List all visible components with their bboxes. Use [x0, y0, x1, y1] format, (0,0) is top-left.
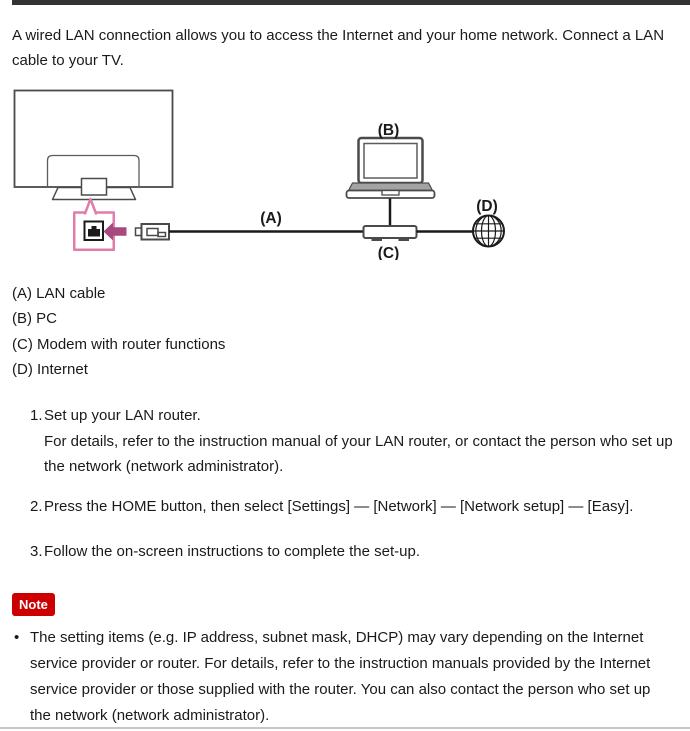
wired-lan-diagram	[0, 85, 690, 260]
step-1	[30, 403, 682, 480]
tv-illustration	[15, 91, 173, 200]
step-2-number: 2.	[30, 497, 43, 515]
lan-cable-connector-icon	[136, 224, 170, 240]
step-3-number: 3.	[30, 543, 43, 560]
intro-text: A wired LAN connection allows you to access the Internet and your home network. Connect a LAN cable to your TV.	[12, 27, 665, 69]
diagram-label-b: (B)	[377, 122, 400, 139]
top-divider	[12, 0, 690, 5]
legend-list	[12, 281, 225, 383]
lan-port-icon	[85, 222, 104, 241]
diagram-label-c: (C)	[377, 245, 400, 260]
setup-steps	[30, 403, 682, 565]
note-text: The setting items (e.g. IP address, subnet mask, DHCP) may vary depending on the Internet service provider or router. For details, refer to the instruction manuals provided by the Internet service provider or those supplied with the router. You can also contact the person who set up the network (network administrator).	[30, 629, 651, 724]
note-item	[14, 625, 678, 729]
step-1-line-2: For details, refer to the instruction manual of your LAN router, or contact the person who set up the network (network administrator).	[44, 432, 673, 475]
bottom-divider	[0, 727, 690, 729]
step-1-line-1: Set up your LAN router.	[44, 407, 201, 424]
legend-item-b: (B) PC	[12, 310, 57, 328]
tv-stand-neck	[82, 179, 107, 196]
pc-illustration	[347, 138, 435, 198]
legend-item-c: (C) Modem with router functions	[12, 335, 226, 353]
note-list	[14, 625, 678, 729]
diagram-label-a: (A)	[260, 210, 282, 227]
note-badge: Note	[12, 593, 55, 616]
modem-illustration	[364, 226, 417, 241]
bullet-marker: •	[14, 629, 20, 646]
diagram-label-d: (D)	[476, 198, 498, 215]
step-2	[30, 494, 682, 520]
legend-item-a: (A) LAN cable	[12, 285, 106, 302]
step-3	[30, 539, 682, 565]
step-3-line-1: Follow the on-screen instructions to complete the set-up.	[44, 543, 421, 560]
step-2-line-1: Press the HOME button, then select [Settings] — [Network] — [Network setup] — [Easy].	[44, 497, 634, 515]
legend-item-d: (D) Internet	[12, 361, 88, 379]
step-1-number: 1.	[30, 407, 43, 424]
lan-port-callout	[74, 199, 114, 250]
internet-globe-icon	[473, 216, 504, 247]
